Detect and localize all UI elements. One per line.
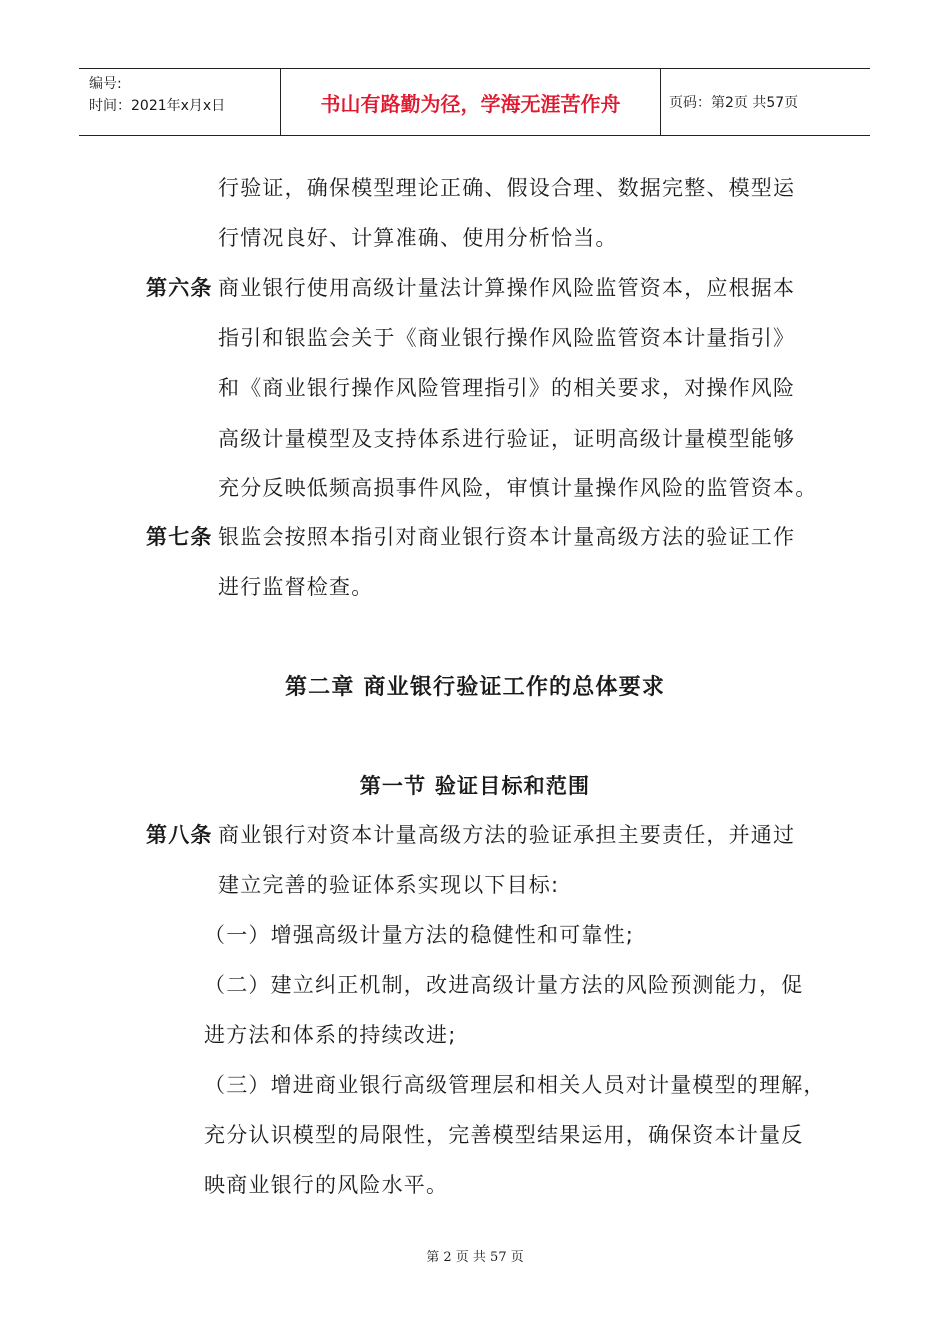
paragraph-line: 行验证，确保模型理论正确、假设合理、数据完整、模型运 <box>218 176 796 200</box>
paragraph-line: 行情况良好、计算准确、使用分析恰当。 <box>218 226 618 250</box>
paragraph-line: 充分反映低频高损事件风险，审慎计量操作风险的监管资本。 <box>218 476 818 500</box>
time-label: 时间：2021年x月x日 <box>89 98 226 114</box>
list-item: 映商业银行的风险水平。 <box>204 1173 449 1197</box>
list-item: （二）建立纠正机制，改进高级计量方法的风险预测能力，促 <box>204 973 804 997</box>
list-item: 进方法和体系的持续改进; <box>204 1023 457 1047</box>
paragraph-line: 银监会按照本指引对商业银行资本计量高级方法的验证工作 <box>218 525 796 549</box>
header-page-info: 页码：第2页 共57页 <box>669 95 799 111</box>
paragraph-line: 高级计量模型及支持体系进行验证，证明高级计量模型能够 <box>218 427 796 451</box>
chapter-title: 第二章 商业银行验证工作的总体要求 <box>284 675 666 700</box>
article-label: 第八条 <box>146 823 213 847</box>
paragraph-line: 商业银行使用高级计量法计算操作风险监管资本，应根据本 <box>218 276 796 300</box>
page-footer: 第 2 页 共 57 页 <box>426 1250 524 1265</box>
page-header <box>79 68 870 136</box>
paragraph-line: 指引和银监会关于《商业银行操作风险监管资本计量指引》 <box>218 326 796 350</box>
paragraph-line: 进行监督检查。 <box>218 575 374 599</box>
list-item: （一）增强高级计量方法的稳健性和可靠性; <box>204 923 635 947</box>
list-item: 充分认识模型的局限性，完善模型结果运用，确保资本计量反 <box>204 1123 804 1147</box>
article-label: 第六条 <box>146 276 213 300</box>
paragraph-line: 商业银行对资本计量高级方法的验证承担主要责任，并通过 <box>218 823 796 847</box>
paragraph-line: 和《商业银行操作风险管理指引》的相关要求，对操作风险 <box>218 376 796 400</box>
paragraph-line: 建立完善的验证体系实现以下目标: <box>218 873 560 897</box>
list-item: （三）增进商业银行高级管理层和相关人员对计量模型的理解， <box>204 1073 826 1097</box>
header-motto: 书山有路勤为径，学海无涯苦作舟 <box>281 69 661 135</box>
article-label: 第七条 <box>146 525 213 549</box>
section-title: 第一节 验证目标和范围 <box>359 774 591 798</box>
number-label: 编号: <box>89 76 122 92</box>
header-meta <box>79 69 281 135</box>
